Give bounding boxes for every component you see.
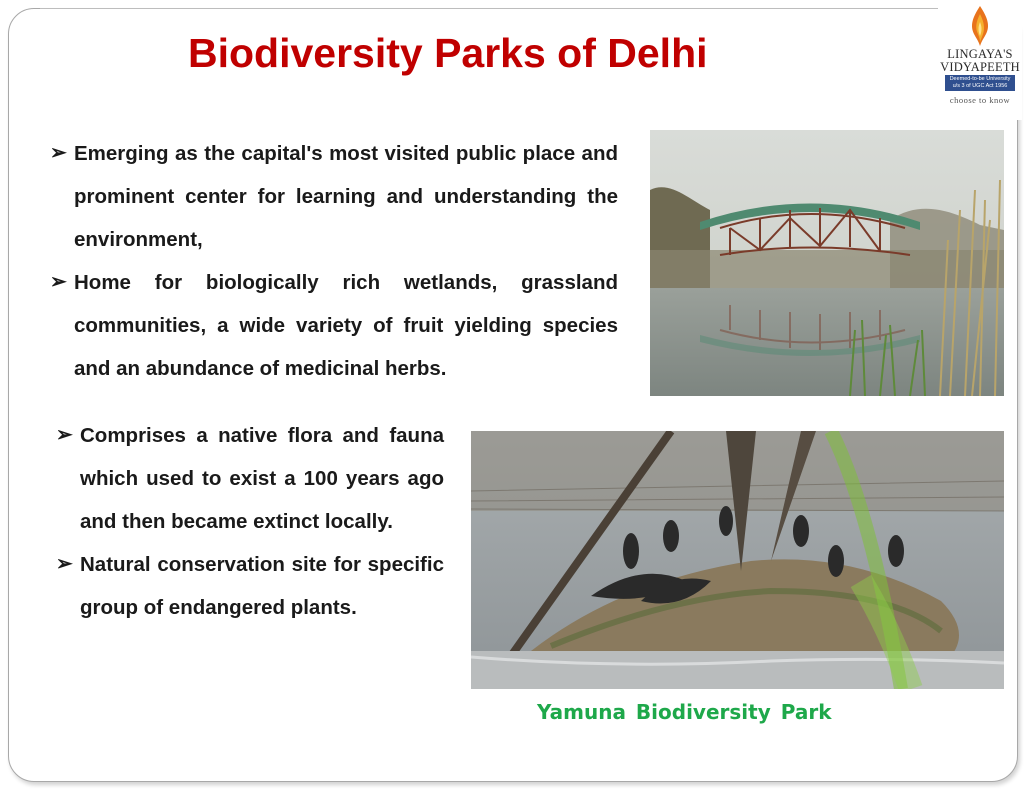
arrow-bullet-icon: ➢ xyxy=(50,142,67,164)
bullet-text: Home for biologically rich wetlands, grassland communities, a wide variety of fruit yielding species and an abundance of medicinal herbs. xyxy=(74,271,618,380)
top-divider xyxy=(40,8,940,9)
list-item xyxy=(50,132,618,261)
arrow-bullet-icon: ➢ xyxy=(56,553,73,575)
arrow-bullet-icon: ➢ xyxy=(50,271,67,293)
arrow-bullet-icon: ➢ xyxy=(56,424,73,446)
bullet-text: Natural conservation site for specific group of endangered plants. xyxy=(80,553,444,619)
logo-brand-line1: LINGAYA'S xyxy=(947,47,1013,61)
logo-tagline: choose to know xyxy=(949,95,1011,105)
photo-caption: Yamuna Biodiversity Park xyxy=(537,700,832,724)
logo-brand-line2: VIDYAPEETH xyxy=(940,60,1020,74)
logo-badge-line1: Deemed-to-be University xyxy=(949,76,1011,82)
logo-badge-line2: u/s 3 of UGC Act 1956 xyxy=(952,83,1008,89)
list-item xyxy=(56,414,444,543)
flame-icon xyxy=(966,4,994,48)
list-item xyxy=(50,261,618,390)
bullet-text: Comprises a native flora and fauna which used to exist a 100 years ago and then became extinct locally. xyxy=(80,424,444,533)
university-logo xyxy=(938,2,1022,120)
logo-badge xyxy=(945,75,1015,91)
bullet-text: Emerging as the capital's most visited public place and prominent center for learning and understanding the environment, xyxy=(74,142,618,251)
slide-title: Biodiversity Parks of Delhi xyxy=(188,30,708,76)
bridge-wetland-photo xyxy=(650,130,1004,396)
bullet-list-top xyxy=(50,132,618,390)
cormorants-photo xyxy=(471,431,1004,689)
list-item xyxy=(56,543,444,629)
bullet-list-bottom xyxy=(56,414,444,629)
